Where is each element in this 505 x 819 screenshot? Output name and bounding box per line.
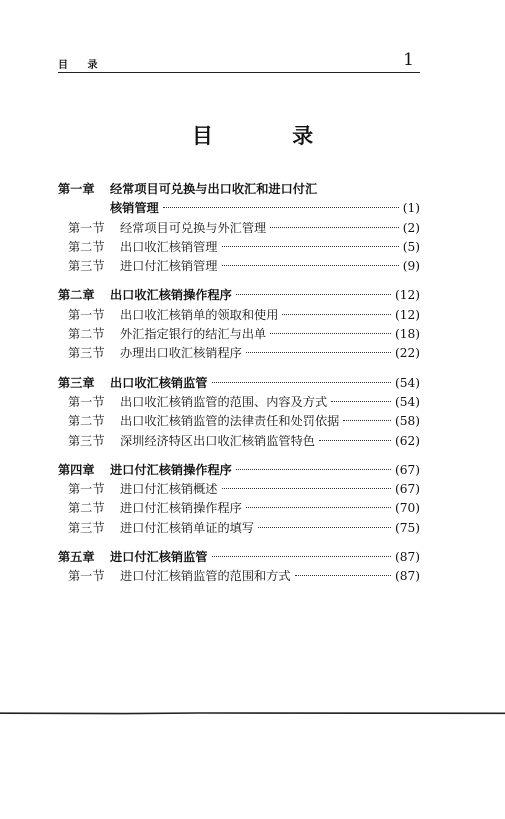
section-page: (75) xyxy=(394,520,420,535)
running-head-label: 目 录 xyxy=(58,60,106,71)
chapter-title: 进口付汇核销操作程序 xyxy=(110,462,232,477)
chapter-page: (54) xyxy=(394,375,420,390)
section-title: 外汇指定银行的结汇与出单 xyxy=(120,327,267,342)
toc-chapter xyxy=(58,461,420,538)
chapter-number: 第二章 xyxy=(58,288,95,303)
running-head xyxy=(58,50,420,73)
toc-section-row[interactable] xyxy=(58,480,420,499)
dot-leader xyxy=(343,420,391,421)
section-title: 进口付汇核销管理 xyxy=(120,259,218,274)
chapter-number: 第四章 xyxy=(58,462,95,477)
section-number: 第一节 xyxy=(68,220,105,235)
chapter-page: (87) xyxy=(394,550,420,565)
running-head-page-number: 1 xyxy=(403,50,414,70)
toc-chapter xyxy=(58,374,420,451)
section-number: 第一节 xyxy=(68,307,105,322)
toc-section-row[interactable] xyxy=(58,499,420,518)
table-of-contents xyxy=(58,180,420,597)
toc-chapter-row[interactable] xyxy=(58,461,420,480)
section-number: 第三节 xyxy=(68,433,105,448)
dot-leader xyxy=(212,382,391,383)
section-title: 进口付汇核销监管的范围和方式 xyxy=(120,569,291,584)
chapter-number: 第五章 xyxy=(58,550,95,565)
section-page: (9) xyxy=(402,259,420,274)
dot-leader xyxy=(319,440,391,441)
chapter-page: (12) xyxy=(394,288,420,303)
section-title: 出口收汇核销单的领取和使用 xyxy=(120,307,279,322)
section-number: 第一节 xyxy=(68,394,105,409)
section-number: 第二节 xyxy=(68,327,105,342)
section-number: 第二节 xyxy=(68,239,105,254)
section-title: 办理出口收汇核销程序 xyxy=(120,346,242,361)
section-title: 出口收汇核销管理 xyxy=(120,239,218,254)
chapter-title: 出口收汇核销监管 xyxy=(110,375,208,390)
toc-chapter-row-continued[interactable] xyxy=(58,199,420,218)
toc-chapter xyxy=(58,286,420,363)
toc-section-row[interactable] xyxy=(58,519,420,538)
dot-leader xyxy=(270,333,391,334)
section-number: 第二节 xyxy=(68,414,105,429)
chapter-page: (67) xyxy=(394,462,420,477)
chapter-title: 进口付汇核销监管 xyxy=(110,550,208,565)
section-title: 经常项目可兑换与外汇管理 xyxy=(120,220,267,235)
section-title: 深圳经济特区出口收汇核销监管特色 xyxy=(120,433,315,448)
toc-section-row[interactable] xyxy=(58,567,420,586)
section-number: 第二节 xyxy=(68,501,105,516)
dot-leader xyxy=(212,556,391,557)
toc-section-row[interactable] xyxy=(58,257,420,276)
chapter-title-continued: 核销管理 xyxy=(110,201,159,216)
chapter-number: 第一章 xyxy=(58,182,95,196)
toc-chapter-row[interactable] xyxy=(58,286,420,305)
section-page: (62) xyxy=(394,433,420,448)
dot-leader xyxy=(270,227,398,228)
dot-leader xyxy=(258,527,391,528)
section-number: 第三节 xyxy=(68,520,105,535)
section-number: 第一节 xyxy=(68,482,105,497)
section-page: (87) xyxy=(394,569,420,584)
toc-chapter xyxy=(58,548,420,587)
toc-chapter xyxy=(58,180,420,276)
dot-leader xyxy=(236,469,391,470)
dot-leader xyxy=(246,352,391,353)
toc-section-row[interactable] xyxy=(58,344,420,363)
toc-section-row[interactable] xyxy=(58,306,420,325)
dot-leader xyxy=(222,265,399,266)
toc-section-row[interactable] xyxy=(58,393,420,412)
section-number: 第一节 xyxy=(68,569,105,584)
section-title: 进口付汇核销单证的填写 xyxy=(120,520,255,535)
section-title: 出口收汇核销监管的法律责任和处罚依据 xyxy=(120,414,340,429)
section-page: (5) xyxy=(402,239,420,254)
toc-chapter-row[interactable] xyxy=(58,180,420,199)
chapter-number: 第三章 xyxy=(58,375,95,390)
toc-section-row[interactable] xyxy=(58,432,420,451)
toc-title: 目 录 xyxy=(191,124,350,148)
toc-chapter-row[interactable] xyxy=(58,548,420,567)
dot-leader xyxy=(282,314,391,315)
section-number: 第三节 xyxy=(68,346,105,361)
chapter-page: (1) xyxy=(402,201,420,216)
dot-leader xyxy=(222,488,391,489)
dot-leader xyxy=(246,507,391,508)
dot-leader xyxy=(331,401,391,402)
toc-section-row[interactable] xyxy=(58,412,420,431)
chapter-title: 经常项目可兑换与出口收汇和进口付汇 xyxy=(110,182,318,196)
section-page: (70) xyxy=(394,501,420,516)
section-page: (58) xyxy=(394,414,420,429)
section-page: (54) xyxy=(394,394,420,409)
footer-rule xyxy=(0,709,505,717)
section-page: (22) xyxy=(394,346,420,361)
dot-leader xyxy=(295,575,391,576)
chapter-title: 出口收汇核销操作程序 xyxy=(110,288,232,303)
section-number: 第三节 xyxy=(68,259,105,274)
section-title: 进口付汇核销操作程序 xyxy=(120,501,242,516)
dot-leader xyxy=(236,294,391,295)
section-title: 出口收汇核销监管的范围、内容及方式 xyxy=(120,394,328,409)
toc-section-row[interactable] xyxy=(58,238,420,257)
toc-section-row[interactable] xyxy=(58,219,420,238)
section-page: (18) xyxy=(394,327,420,342)
section-page: (2) xyxy=(402,220,420,235)
toc-section-row[interactable] xyxy=(58,325,420,344)
dot-leader xyxy=(163,207,399,208)
section-page: (12) xyxy=(394,307,420,322)
section-page: (67) xyxy=(394,482,420,497)
section-title: 进口付汇核销概述 xyxy=(120,482,218,497)
dot-leader xyxy=(222,246,399,247)
toc-chapter-row[interactable] xyxy=(58,374,420,393)
